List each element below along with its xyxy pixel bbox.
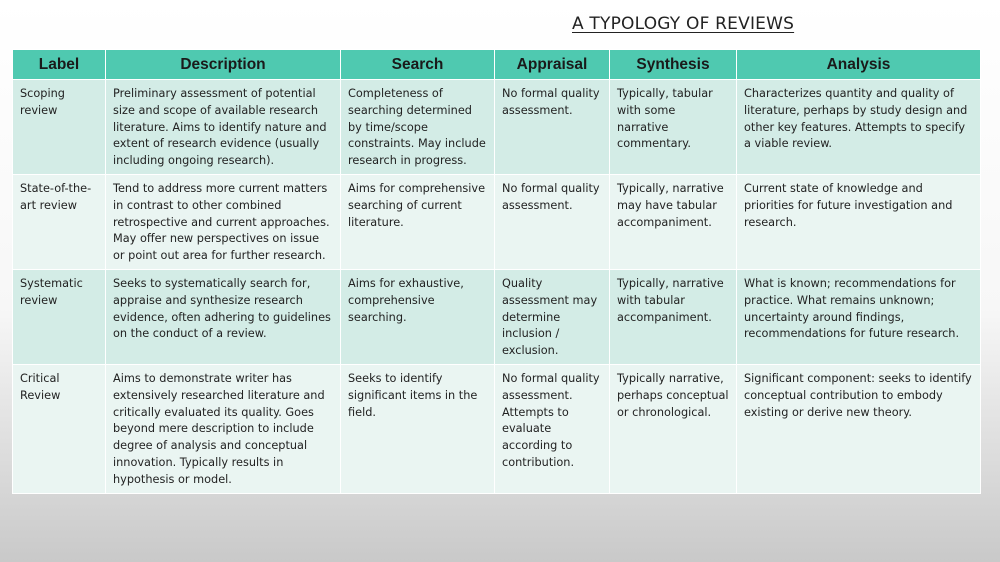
cell-search: Aims for exhaustive, comprehensive searching. (341, 269, 495, 364)
cell-analysis: Significant component: seeks to identify conceptual contribution to embody existing or derive new theory. (737, 364, 981, 493)
cell-label: Critical Review (13, 364, 106, 493)
cell-synthesis: Typically, narrative may have tabular accompaniment. (610, 174, 737, 269)
cell-description: Preliminary assessment of potential size and scope of available research literature. Aims to identify nature and extent of research evidence (usually including ongoing research). (106, 80, 341, 175)
table-row (13, 80, 981, 175)
cell-synthesis: Typically narrative, perhaps conceptual or chronological. (610, 364, 737, 493)
cell-appraisal: No formal quality assessment. Attempts to evaluate according to contribution. (495, 364, 610, 493)
header-synthesis: Synthesis (610, 50, 737, 80)
cell-description: Seeks to systematically search for, appraise and synthesize research evidence, often adhering to guidelines on the conduct of a review. (106, 269, 341, 364)
table-header-row (13, 50, 981, 80)
table-row (13, 174, 981, 269)
cell-label: State-of-the-art review (13, 174, 106, 269)
cell-description: Tend to address more current matters in contrast to other combined retrospective and current approaches. May offer new perspectives on issue or point out area for further research. (106, 174, 341, 269)
slide-title: A TYPOLOGY OF REVIEWS (572, 14, 795, 34)
header-description: Description (106, 50, 341, 80)
cell-label: Scoping review (13, 80, 106, 175)
cell-synthesis: Typically, tabular with some narrative commentary. (610, 80, 737, 175)
cell-appraisal: No formal quality assessment. (495, 80, 610, 175)
header-search: Search (341, 50, 495, 80)
cell-appraisal: No formal quality assessment. (495, 174, 610, 269)
cell-appraisal: Quality assessment may determine inclusion / exclusion. (495, 269, 610, 364)
cell-analysis: What is known; recommendations for practice. What remains unknown; uncertainty around findings, recommendations for future research. (737, 269, 981, 364)
cell-synthesis: Typically, narrative with tabular accompaniment. (610, 269, 737, 364)
header-analysis: Analysis (737, 50, 981, 80)
cell-description: Aims to demonstrate writer has extensively researched literature and critically evaluated its quality. Goes beyond mere description to include degree of analysis and conceptual innovation. Typically results in hypothesis or model. (106, 364, 341, 493)
cell-search: Aims for comprehensive searching of current literature. (341, 174, 495, 269)
cell-search: Completeness of searching determined by time/scope constraints. May include research in progress. (341, 80, 495, 175)
cell-search: Seeks to identify significant items in the field. (341, 364, 495, 493)
table-row (13, 364, 981, 493)
header-label: Label (13, 50, 106, 80)
cell-label: Systematic review (13, 269, 106, 364)
cell-analysis: Current state of knowledge and priorities for future investigation and research. (737, 174, 981, 269)
header-appraisal: Appraisal (495, 50, 610, 80)
typology-table (12, 49, 981, 494)
cell-analysis: Characterizes quantity and quality of literature, perhaps by study design and other key features. Attempts to specify a viable review. (737, 80, 981, 175)
table-row (13, 269, 981, 364)
